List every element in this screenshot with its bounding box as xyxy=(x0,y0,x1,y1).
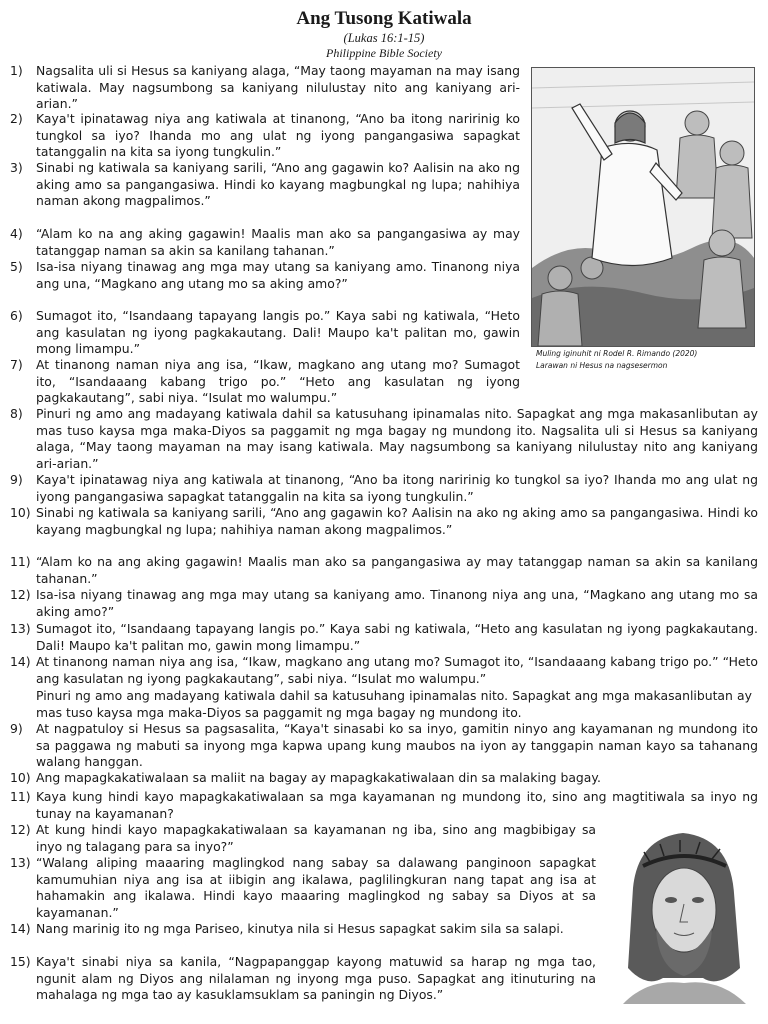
verse-5 xyxy=(10,259,520,292)
verse-text: “Alam ko na ang aking gagawin! Maalis man ako sa pangangasiwa ay may tatanggap naman sa akin sa kanilang tahanan.” xyxy=(36,226,520,258)
verse-number: 2) xyxy=(10,111,23,126)
verse-number: 5) xyxy=(10,259,23,274)
verse-text: At tinanong naman niya ang isa, “Ikaw, magkano ang utang mo? Sumagot ito, “Isandaaang kabang trigo po.” “Heto ang kasulatan ng iyong pagkakautang”, sabi niya. “Isulat mo walumpu.” xyxy=(36,654,758,686)
verse-text: Kaya't ipinatawag niya ang katiwala at tinanong, “Ano ba itong naririnig ko tungkol sa iyo? Ihanda mo ang ulat ng iyong pangangasiwa sapagkat tatanggalin na kita sa iyong tungkulin.” xyxy=(36,111,520,159)
document-title: Ang Tusong Katiwala xyxy=(296,8,472,29)
verse-text: Kaya't sinabi niya sa kanila, “Nagpapanggap kayong matuwid sa harap ng mga tao, ngunit alam ng Diyos ang nilalaman ng inyong mga puso. Sapagkat ang itinuturing na mahalaga ng mga tao ay kasuklamsuklam sa paningin ng Diyos.” xyxy=(36,954,596,1002)
verse-9 xyxy=(10,472,758,505)
verse-number: 12) xyxy=(10,822,31,837)
verse-number: 3) xyxy=(10,160,23,175)
verse-number: 14) xyxy=(10,654,31,669)
verse-10b xyxy=(10,770,758,787)
illustration-caption xyxy=(536,348,754,372)
verse-text: At tinanong naman niya ang isa, “Ikaw, magkano ang utang mo? Sumagot ito, “Isandaaang kabang trigo po.” “Heto ang kasulatan ng iyong pagkakautang”, sabi niya. “Isulat mo walumpu.” xyxy=(36,357,520,405)
verse-text: Nagsalita uli si Hesus sa kaniyang alaga, “May taong mayaman na may isang katiwala. May nagsumbong sa kaniyang nilulustay nito ang kaniyang ari-arian.” xyxy=(36,63,520,111)
verse-text: Isa-isa niyang tinawag ang mga may utang sa kaniyang amo. Tinanong niya ang una, “Magkano ang utang mo sa aking amo?” xyxy=(36,587,758,619)
verse-10 xyxy=(10,505,758,538)
jesus-preaching-illustration xyxy=(531,67,755,347)
verse-number: 4) xyxy=(10,226,23,241)
verse-number: 6) xyxy=(10,308,23,323)
verse-text: “Alam ko na ang aking gagawin! Maalis man ako sa pangangasiwa ay may tatanggap naman sa akin sa kanilang tahanan.” xyxy=(36,554,758,586)
verse-text: Kaya't ipinatawag niya ang katiwala at tinanong, “Ano ba itong naririnig ko tungkol sa iyo? Ihanda mo ang ulat ng iyong pangangasiwa sapagkat tatanggalin na kita sa iyong tungkulin.” xyxy=(36,472,758,504)
verse-number: 13) xyxy=(10,621,31,636)
verse-number: 13) xyxy=(10,855,31,870)
verse-7 xyxy=(10,357,520,407)
verse-number: 12) xyxy=(10,587,31,602)
verse-number: 11) xyxy=(10,789,31,804)
verse-text: Nang marinig ito ng mga Pariseo, kinutya nila si Hesus sapagkat sakim sila sa salapi. xyxy=(36,921,564,936)
verse-9b xyxy=(10,721,758,771)
verse-2 xyxy=(10,111,520,161)
verse-8 xyxy=(10,406,758,472)
verse-number: 14) xyxy=(10,921,31,936)
verse-number: 11) xyxy=(10,554,31,569)
verse-12b xyxy=(10,822,596,855)
verse-11 xyxy=(10,554,758,587)
verse-15b xyxy=(10,954,596,1004)
verse-number: 9) xyxy=(10,721,23,736)
verse-text: Kaya kung hindi kayo mapagkakatiwalaan sa mga kayamanan ng mundong ito, sino ang magtitiwala sa inyo ng tunay na kayamanan? xyxy=(36,789,758,821)
verse-text: Pinuri ng amo ang madayang katiwala dahil sa katusuhang ipinamalas nito. Sapagkat ang mga makasanlibutan ay mas tuso kaysa mga maka-Diyos sa paggamit ng mga bagay ng mundong ito. xyxy=(36,688,752,720)
verse-12 xyxy=(10,587,758,620)
scripture-reference: (Lukas 16:1-15) xyxy=(343,31,425,45)
verse-text: “Walang aliping maaaring maglingkod nang sabay sa dalawang panginoon sapagkat kamumuhian niya ang isa at iibigin ang ikalawa, paglilingkuran nang tapat ang isa at hahamakin ang ikalawa. Hindi kayo maaaring maglingkod ng sabay sa Diyos at sa kayamanan.” xyxy=(36,855,596,920)
verse-text: Sumagot ito, “Isandaang tapayang langis po.” Kaya sabi ng katiwala, “Heto ang kasulatan ng iyong pagkakautang. Dali! Maupo ka't palitan mo, gawin mong limampu.” xyxy=(36,308,520,356)
caption-credit: Muling iginuhit ni Rodel R. Rimando (2020) xyxy=(536,349,698,358)
verse-14 xyxy=(10,654,758,687)
verse-text: Isa-isa niyang tinawag ang mga may utang sa kaniyang amo. Tinanong niya ang una, “Magkano ang utang mo sa aking amo?” xyxy=(36,259,520,291)
verse-13 xyxy=(10,621,758,654)
verse-3 xyxy=(10,160,520,210)
verse-number: 10) xyxy=(10,505,31,520)
verse-text: Sumagot ito, “Isandaang tapayang langis po.” Kaya sabi ng katiwala, “Heto ang kasulatan ng iyong pagkakautang. Dali! Maupo ka't palitan mo, gawin mong limampu.” xyxy=(36,621,758,653)
verse-13b xyxy=(10,855,596,921)
verse-number: 1) xyxy=(10,63,23,78)
verse-14b xyxy=(10,921,596,938)
verse-1 xyxy=(10,63,520,113)
verse-text: Pinuri ng amo ang madayang katiwala dahil sa katusuhang ipinamalas nito. Sapagkat ang mga makasanlibutan ay mas tuso kaysa mga maka-Diyos sa paggamit ng mga bagay ng mundong ito. Nagsalita uli si Hesus sa kaniyang alaga, “May taong mayaman na may isang katiwala. May nagsumbong sa kaniyang nilulustay nito ang kaniyang ari-arian.” xyxy=(36,406,758,471)
verse-continuation xyxy=(36,688,752,721)
jesus-crown-of-thorns-illustration xyxy=(608,818,758,1004)
verse-number: 9) xyxy=(10,472,23,487)
verse-number: 8) xyxy=(10,406,23,421)
publisher: Philippine Bible Society xyxy=(326,46,442,60)
verse-number: 15) xyxy=(10,954,31,969)
verse-text: At kung hindi kayo mapagkakatiwalaan sa kayamanan ng iba, sino ang magbibigay sa inyo ng talagang para sa inyo?” xyxy=(36,822,596,854)
verse-text: Sinabi ng katiwala sa kaniyang sarili, “Ano ang gagawin ko? Aalisin na ako ng aking amo sa pangangasiwa. Hindi ko kayang magbungkal ng lupa; nahihiya naman akong magpalimos.” xyxy=(36,505,758,537)
verse-number: 10) xyxy=(10,770,31,785)
verse-text: Ang mapagkakatiwalaan sa maliit na bagay ay mapagkakatiwalaan din sa malaking bagay. xyxy=(36,770,601,785)
verse-text: At nagpatuloy si Hesus sa pagsasalita, “Kaya't sinasabi ko sa inyo, gamitin ninyo ang kayamanan ng mundong ito sa paggawa ng mabuti sa inyong mga kapwa upang kung maubos na iyon ay tanggapin naman kayo sa tahanang walang hanggan. xyxy=(36,721,758,769)
caption-description: Larawan ni Hesus na nagsesermon xyxy=(536,361,668,370)
verse-6 xyxy=(10,308,520,358)
verse-number: 7) xyxy=(10,357,23,372)
verse-text: Sinabi ng katiwala sa kaniyang sarili, “Ano ang gagawin ko? Aalisin na ako ng aking amo sa pangangasiwa. Hindi ko kayang magbungkal ng lupa; nahihiya naman akong magpalimos.” xyxy=(36,160,520,208)
verse-4 xyxy=(10,226,520,259)
